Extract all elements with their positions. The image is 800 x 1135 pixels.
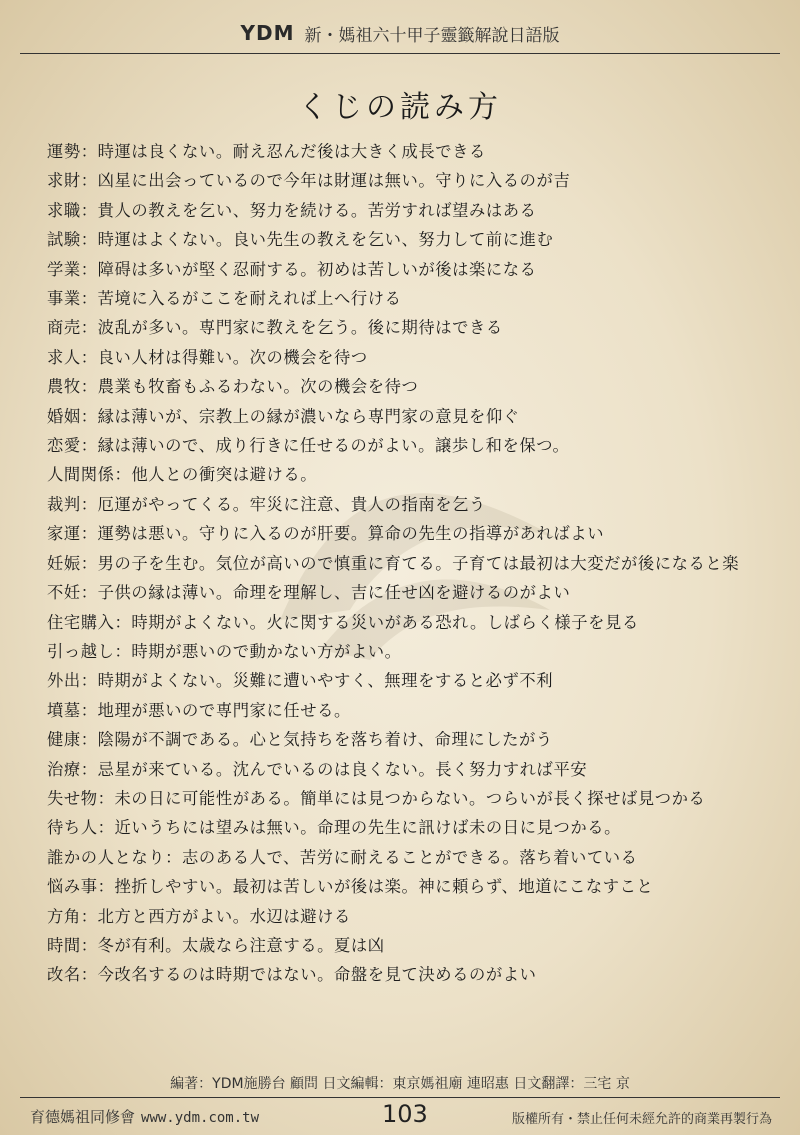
- reading-item: 失せ物：未の日に可能性がある。簡単には見つからない。つらいが長く探せば見つかる: [47, 788, 706, 808]
- reading-item: 商売：波乱が多い。専門家に教えを乞う。後に期待はできる: [47, 318, 503, 338]
- reading-item: 求職：貴人の教えを乞い、努力を続ける。苦労すれば望みはある: [47, 200, 537, 220]
- page-number: 103: [382, 1100, 428, 1128]
- reading-item: 妊娠：男の子を生む。気位が高いので慎重に育てる。子育ては最初は大変だが後になると楽: [47, 553, 740, 573]
- book-title: 新・媽祖六十甲子靈籤解說日語版: [304, 25, 560, 46]
- reading-item: 墳墓：地理が悪いので専門家に任せる。: [47, 700, 351, 720]
- reading-item: 学業：障碍は多いが堅く忍耐する。初めは苦しいが後は楽になる: [47, 259, 537, 279]
- credits: 編著：YDM施勝台 顧問 日文編輯：東京媽祖廟 連昭惠 日文翻譯：三宅 京: [170, 1076, 630, 1092]
- reading-item: 事業：苦境に入るがここを耐えれば上へ行ける: [47, 289, 402, 309]
- website-link[interactable]: www.ydm.com.tw: [141, 1110, 260, 1126]
- reading-item: 婚姻：縁は薄いが、宗教上の縁が濃いなら専門家の意見を仰ぐ: [47, 406, 520, 426]
- reading-item: 時間：冬が有利。太歳なら注意する。夏は凶: [47, 935, 385, 955]
- bottom-divider: [20, 1097, 780, 1098]
- page-title: くじの読み方: [298, 90, 502, 125]
- reading-item: 裁判：厄運がやってくる。牢災に注意、貴人の指南を乞う: [47, 494, 486, 514]
- fortune-reading-list: [47, 137, 767, 990]
- reading-item: 待ち人：近いうちには望みは無い。命理の先生に訊けば未の日に見つかる。: [47, 818, 621, 838]
- reading-item: 引っ越し：時期が悪いので動かない方がよい。: [47, 641, 402, 661]
- reading-item: 求財：凶星に出会っているので今年は財運は無い。守りに入るのが吉: [47, 171, 571, 191]
- org-name: 育德媽祖同修會: [30, 1108, 136, 1126]
- ydm-logo: YDM: [240, 21, 295, 45]
- reading-item: 治療：忌星が来ている。沈んでいるのは良くない。長く努力すれば平安: [47, 759, 588, 779]
- reading-item: 不妊：子供の縁は薄い。命理を理解し、吉に任せ凶を避けるのがよい: [47, 583, 571, 603]
- reading-item: 改名：今改名するのは時期ではない。命盤を見て決めるのがよい: [47, 965, 537, 985]
- reading-item: 住宅購入：時期がよくない。火に関する災いがある恐れ。しばらく様子を見る: [47, 612, 639, 632]
- reading-item: 農牧：農業も牧畜もふるわない。次の機会を待つ: [47, 377, 419, 397]
- reading-item: 人間関係：他人との衝突は避ける。: [47, 465, 318, 485]
- header: [0, 18, 800, 48]
- reading-item: 悩み事：挫折しやすい。最初は苦しいが後は楽。神に頼らず、地道にこなすこと: [47, 877, 654, 897]
- reading-item: 恋愛：縁は薄いので、成り行きに任せるのがよい。譲歩し和を保つ。: [47, 436, 570, 456]
- copyright-notice: 版權所有・禁止任何未經允許的商業再製行為: [511, 1112, 772, 1127]
- reading-item: 試験：時運はよくない。良い先生の教えを乞い、努力して前に進む: [47, 230, 554, 250]
- reading-item: 求人：良い人材は得難い。次の機会を待つ: [47, 347, 368, 367]
- reading-item: 運勢：時運は良くない。耐え忍んだ後は大きく成長できる: [47, 142, 486, 161]
- footer-org: [30, 1106, 259, 1127]
- reading-item: 外出：時期がよくない。災難に遭いやすく、無理をすると必ず不利: [47, 671, 554, 691]
- reading-item: 健康：陰陽が不調である。心と気持ちを落ち着け、命理にしたがう: [47, 730, 553, 750]
- reading-item: 誰かの人となり：志のある人で、苦労に耐えることができる。落ち着いている: [47, 847, 638, 867]
- reading-item: 方角：北方と西方がよい。水辺は避ける: [47, 906, 351, 926]
- top-divider: [20, 53, 780, 54]
- reading-item: 家運：運勢は悪い。守りに入るのが肝要。算命の先生の指導があればよい: [47, 524, 605, 544]
